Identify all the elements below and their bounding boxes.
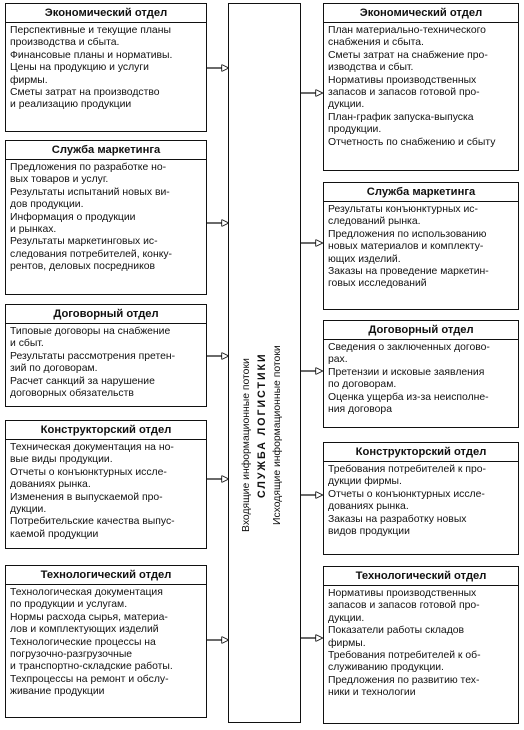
list-item: Техпроцессы на ремонт и обслу- живание продукции bbox=[10, 673, 169, 698]
list-item: Отчеты о конъюнктурных иссле- дованиях рынка. bbox=[10, 466, 167, 491]
right-box-title: Технологический отдел bbox=[324, 567, 518, 586]
right-box-title: Экономический отдел bbox=[324, 4, 518, 23]
list-item: Требования потребителей к про- дукции фирмы. bbox=[328, 464, 486, 488]
list-item: Технологические процессы на погрузочно-разгрузочные и транспортно-складские работы. bbox=[10, 636, 173, 673]
list-item: Результаты маркетинговых ис- следования потребителей, конку- рентов, деловых посредников bbox=[10, 236, 173, 273]
list-item: Отчеты о конъюнктурных иссле- дованиях рынка. bbox=[328, 488, 485, 513]
list-item: Отчетность по снабжению и сбыту bbox=[328, 136, 496, 148]
left-box-title: Технологический отдел bbox=[6, 566, 206, 585]
list-item: Претензии и исковые заявления по договорам. bbox=[328, 366, 485, 391]
right-box-title: Служба маркетинга bbox=[324, 183, 518, 202]
list-item: Предложения по разработке но- вых товаров и услуг. bbox=[10, 162, 167, 186]
right-box-marketing bbox=[323, 182, 519, 310]
left-box-marketing bbox=[5, 140, 207, 295]
list-item: Техническая документация на но- вые виды продукции. bbox=[10, 442, 174, 466]
list-item: Оценка ущерба из-за неисполне- ния договора bbox=[328, 391, 489, 416]
list-item: Цены на продукцию и услуги фирмы. bbox=[10, 62, 149, 86]
list-item: Результаты рассмотрения претен- зий по договорам. bbox=[10, 350, 176, 375]
list-item: Перспективные и текущие планы производства и сбыта. bbox=[10, 25, 171, 49]
left-box-title: Экономический отдел bbox=[6, 4, 206, 23]
list-item: Сметы затрат на производство и реализацию продукции bbox=[10, 87, 160, 111]
left-box-title: Служба маркетинга bbox=[6, 141, 206, 160]
right-box-tech bbox=[323, 566, 519, 724]
list-item: Нормативы производственных запасов и запасов готовой про- дукции. bbox=[328, 588, 480, 624]
list-item: Типовые договоры на снабжение и сбыт. bbox=[10, 326, 171, 350]
right-box-contract bbox=[323, 320, 519, 428]
list-item: Заказы на проведение маркетин- говых исследований bbox=[328, 266, 489, 290]
list-item: Расчет санкций за нарушение договорных обязательств bbox=[10, 375, 155, 400]
logistics-service-title: СЛУЖБА ЛОГИСТИКИ bbox=[256, 352, 268, 498]
list-item: Заказы на разработку новых видов продукции bbox=[328, 513, 467, 538]
list-item: Потребительские качества выпус- каемой продукции bbox=[10, 516, 175, 540]
list-item: Технологическая документация по продукции и услугам. bbox=[10, 587, 163, 611]
left-box-design bbox=[5, 420, 207, 549]
list-item: План материально-технического снабжения и сбыта. bbox=[328, 25, 486, 49]
list-item: Изменения в выпускаемой про- дукции. bbox=[10, 491, 163, 516]
list-item: Нормы расхода сырья, материа- лов и комплектующих изделий bbox=[10, 611, 168, 636]
list-item: Нормативы производственных запасов и запасов готовой про- дукции. bbox=[328, 74, 480, 111]
list-item: Информация о продукции и рынках. bbox=[10, 211, 136, 236]
list-item: Результаты испытаний новых ви- дов продукции. bbox=[10, 186, 170, 211]
right-box-design bbox=[323, 442, 519, 555]
list-item: Финансовые планы и нормативы. bbox=[10, 49, 173, 61]
left-box-contract bbox=[5, 304, 207, 407]
incoming-flows-label: Входящие информационные потоки bbox=[241, 358, 252, 532]
right-box-economic bbox=[323, 3, 519, 171]
left-box-economic bbox=[5, 3, 207, 132]
outgoing-flows-label: Исходящие информационные потоки bbox=[272, 345, 283, 525]
list-item: Предложения по использованию новых материалов и комплекту- ющих изделий. bbox=[328, 228, 487, 265]
logistics-service-column bbox=[228, 3, 301, 723]
right-box-title: Конструкторский отдел bbox=[324, 443, 518, 462]
list-item: Показатели работы складов фирмы. bbox=[328, 625, 465, 649]
list-item: Сведения о заключенных догово- рах. bbox=[328, 342, 490, 366]
list-item: Предложения по развитию тех- ники и технологии bbox=[328, 674, 480, 699]
list-item: Требования потребителей к об- служиванию продукции. bbox=[328, 650, 481, 674]
left-box-tech bbox=[5, 565, 207, 718]
list-item: Результаты конъюнктурных ис- следований рынка. bbox=[328, 204, 478, 228]
left-box-title: Конструкторский отдел bbox=[6, 421, 206, 440]
left-box-title: Договорный отдел bbox=[6, 305, 206, 324]
list-item: Сметы затрат на снабжение про- изводства и сбыт. bbox=[328, 49, 488, 74]
right-box-title: Договорный отдел bbox=[324, 321, 518, 340]
list-item: План-график запуска-выпуска продукции. bbox=[328, 111, 474, 136]
